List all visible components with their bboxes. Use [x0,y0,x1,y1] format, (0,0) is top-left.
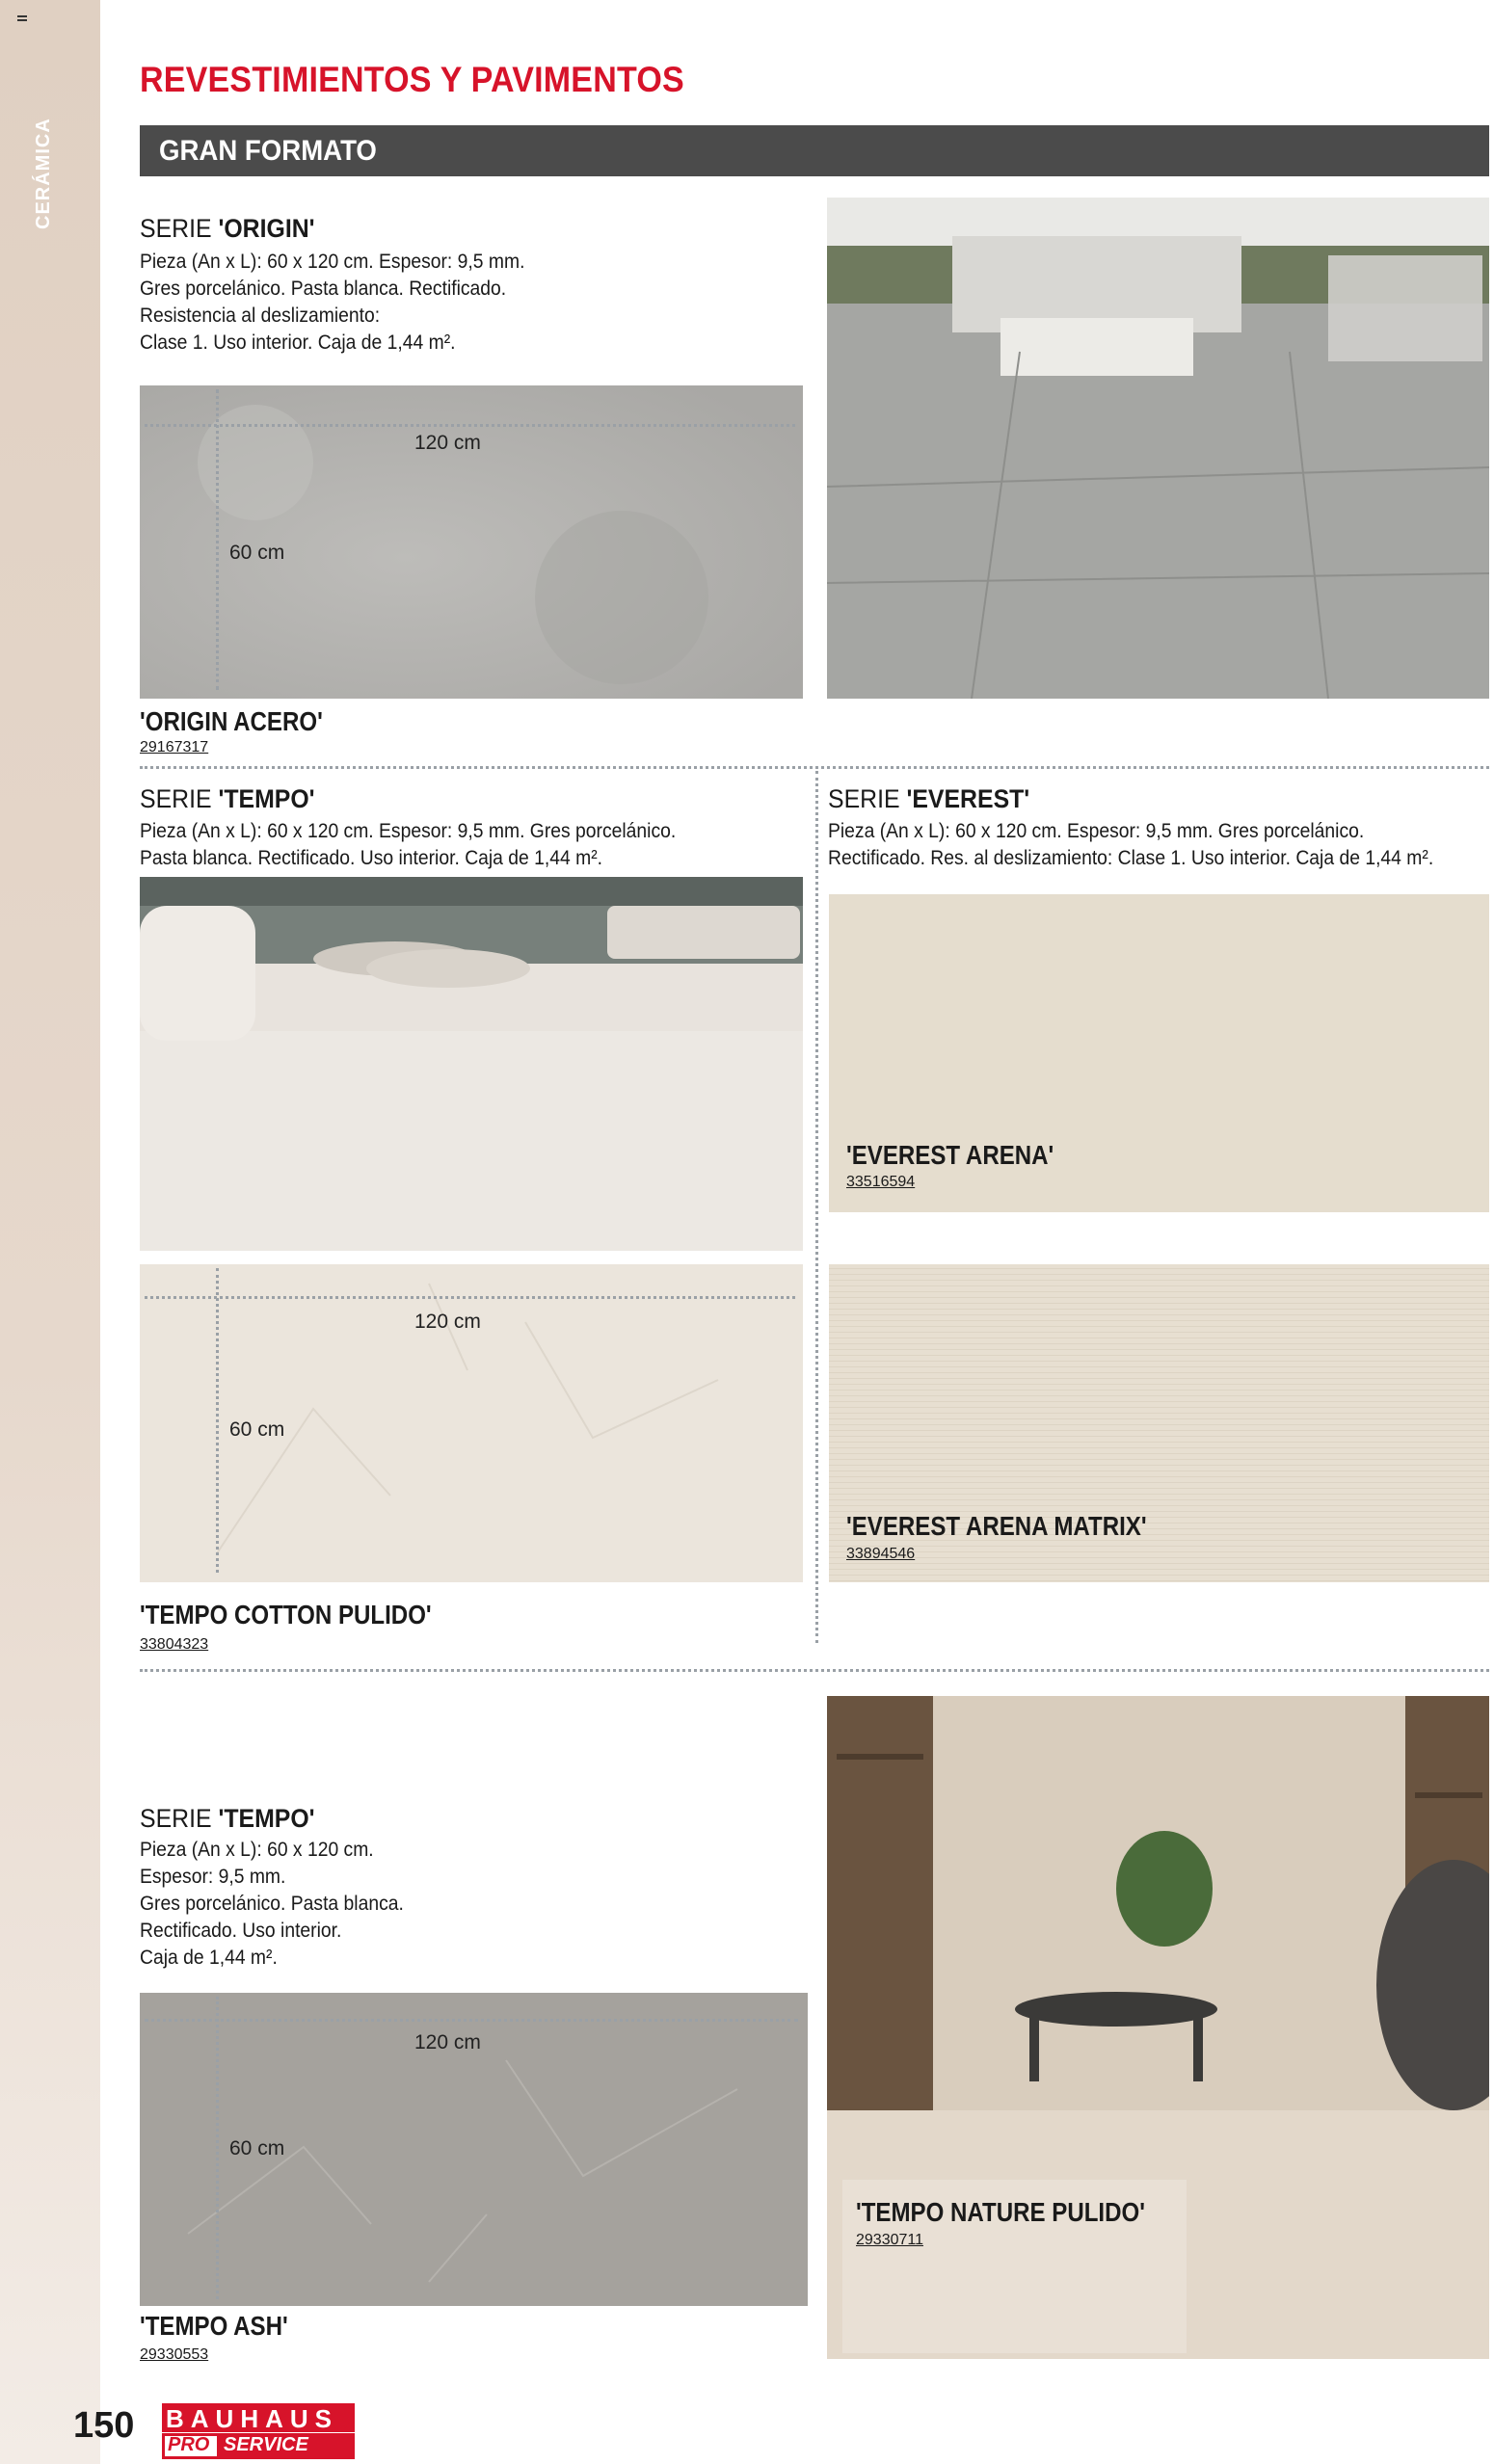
origin-terrace-photo [827,198,1489,699]
product-code-tempo-cotton[interactable]: 33804323 [140,1636,209,1653]
height-dimension-line [216,389,219,690]
bauhaus-logo [162,2403,355,2459]
page-number: 150 [73,2405,135,2446]
product-code-everest-arena[interactable]: 33516594 [846,1174,916,1190]
serie-origin-title: SERIE 'ORIGIN' [140,214,315,243]
column-separator [815,771,818,1643]
sidebar-category-label: CERÁMICA [33,118,54,229]
product-name-origin-acero: 'ORIGIN ACERO' [140,706,323,736]
serie-tempo-title: SERIE 'TEMPO' [140,784,315,813]
width-dimension-line [145,424,795,427]
width-dimension-line [145,1296,795,1299]
section-separator [140,766,1489,769]
width-dimension-line [145,2019,798,2022]
product-code-tempo-ash[interactable]: 29330553 [140,2346,209,2363]
width-dimension-label: 120 cm [414,2031,481,2053]
section-title: GRAN FORMATO [159,135,377,167]
logo-text-pro: PRO [168,2434,210,2455]
serie-everest-description: Pieza (An x L): 60 x 120 cm. Espesor: 9,5 mm. Gres porcelánico. Rectificado. Res. al deslizamiento: Clase 1. Uso interior. Caja de 1,44 m². [828,820,1434,869]
product-name-everest-arena-matrix: 'EVEREST ARENA MATRIX' [846,1511,1147,1541]
section-header-bar [140,125,1489,176]
height-dimension-label: 60 cm [229,2137,285,2159]
serie-origin-description: Pieza (An x L): 60 x 120 cm. Espesor: 9,5 mm. Gres porcelánico. Pasta blanca. Rectificado. Resistencia al deslizamiento: Clase 1. Uso interior. Caja de 1,44 m². [140,251,525,354]
serie-tempo-ash-title: SERIE 'TEMPO' [140,1804,315,1833]
serie-tempo-ash-description: Pieza (An x L): 60 x 120 cm. Espesor: 9,5 mm. Gres porcelánico. Pasta blanca. Rectificado. Uso interior. Caja de 1,44 m². [140,1839,404,1969]
product-code-everest-arena-matrix[interactable]: 33894546 [846,1546,916,1562]
height-dimension-line [216,1997,219,2299]
logo-text-service: SERVICE [224,2434,308,2455]
product-name-everest-arena: 'EVEREST ARENA' [846,1140,1054,1170]
section-separator [140,1669,1489,1672]
product-name-tempo-ash: 'TEMPO ASH' [140,2311,288,2341]
serie-everest-title: SERIE 'EVEREST' [828,784,1030,813]
height-dimension-label: 60 cm [229,542,285,564]
height-dimension-label: 60 cm [229,1418,285,1441]
sidebar-strip [0,0,100,2464]
menu-icon [17,15,27,21]
product-code-origin-acero[interactable]: 29167317 [140,739,209,755]
product-code-tempo-nature[interactable]: 29330711 [856,2232,923,2248]
product-name-tempo-nature: 'TEMPO NATURE PULIDO' [856,2197,1145,2227]
width-dimension-label: 120 cm [414,432,481,454]
height-dimension-line [216,1268,219,1573]
width-dimension-label: 120 cm [414,1311,481,1333]
page-title: REVESTIMIENTOS Y PAVIMENTOS [140,60,684,99]
tempo-living-room-photo [140,877,803,1251]
serie-tempo-description: Pieza (An x L): 60 x 120 cm. Espesor: 9,5 mm. Gres porcelánico. Pasta blanca. Rectificado. Uso interior. Caja de 1,44 m². [140,820,677,869]
product-name-tempo-cotton: 'TEMPO COTTON PULIDO' [140,1600,432,1629]
logo-text-top: BAUHAUS [166,2404,338,2433]
